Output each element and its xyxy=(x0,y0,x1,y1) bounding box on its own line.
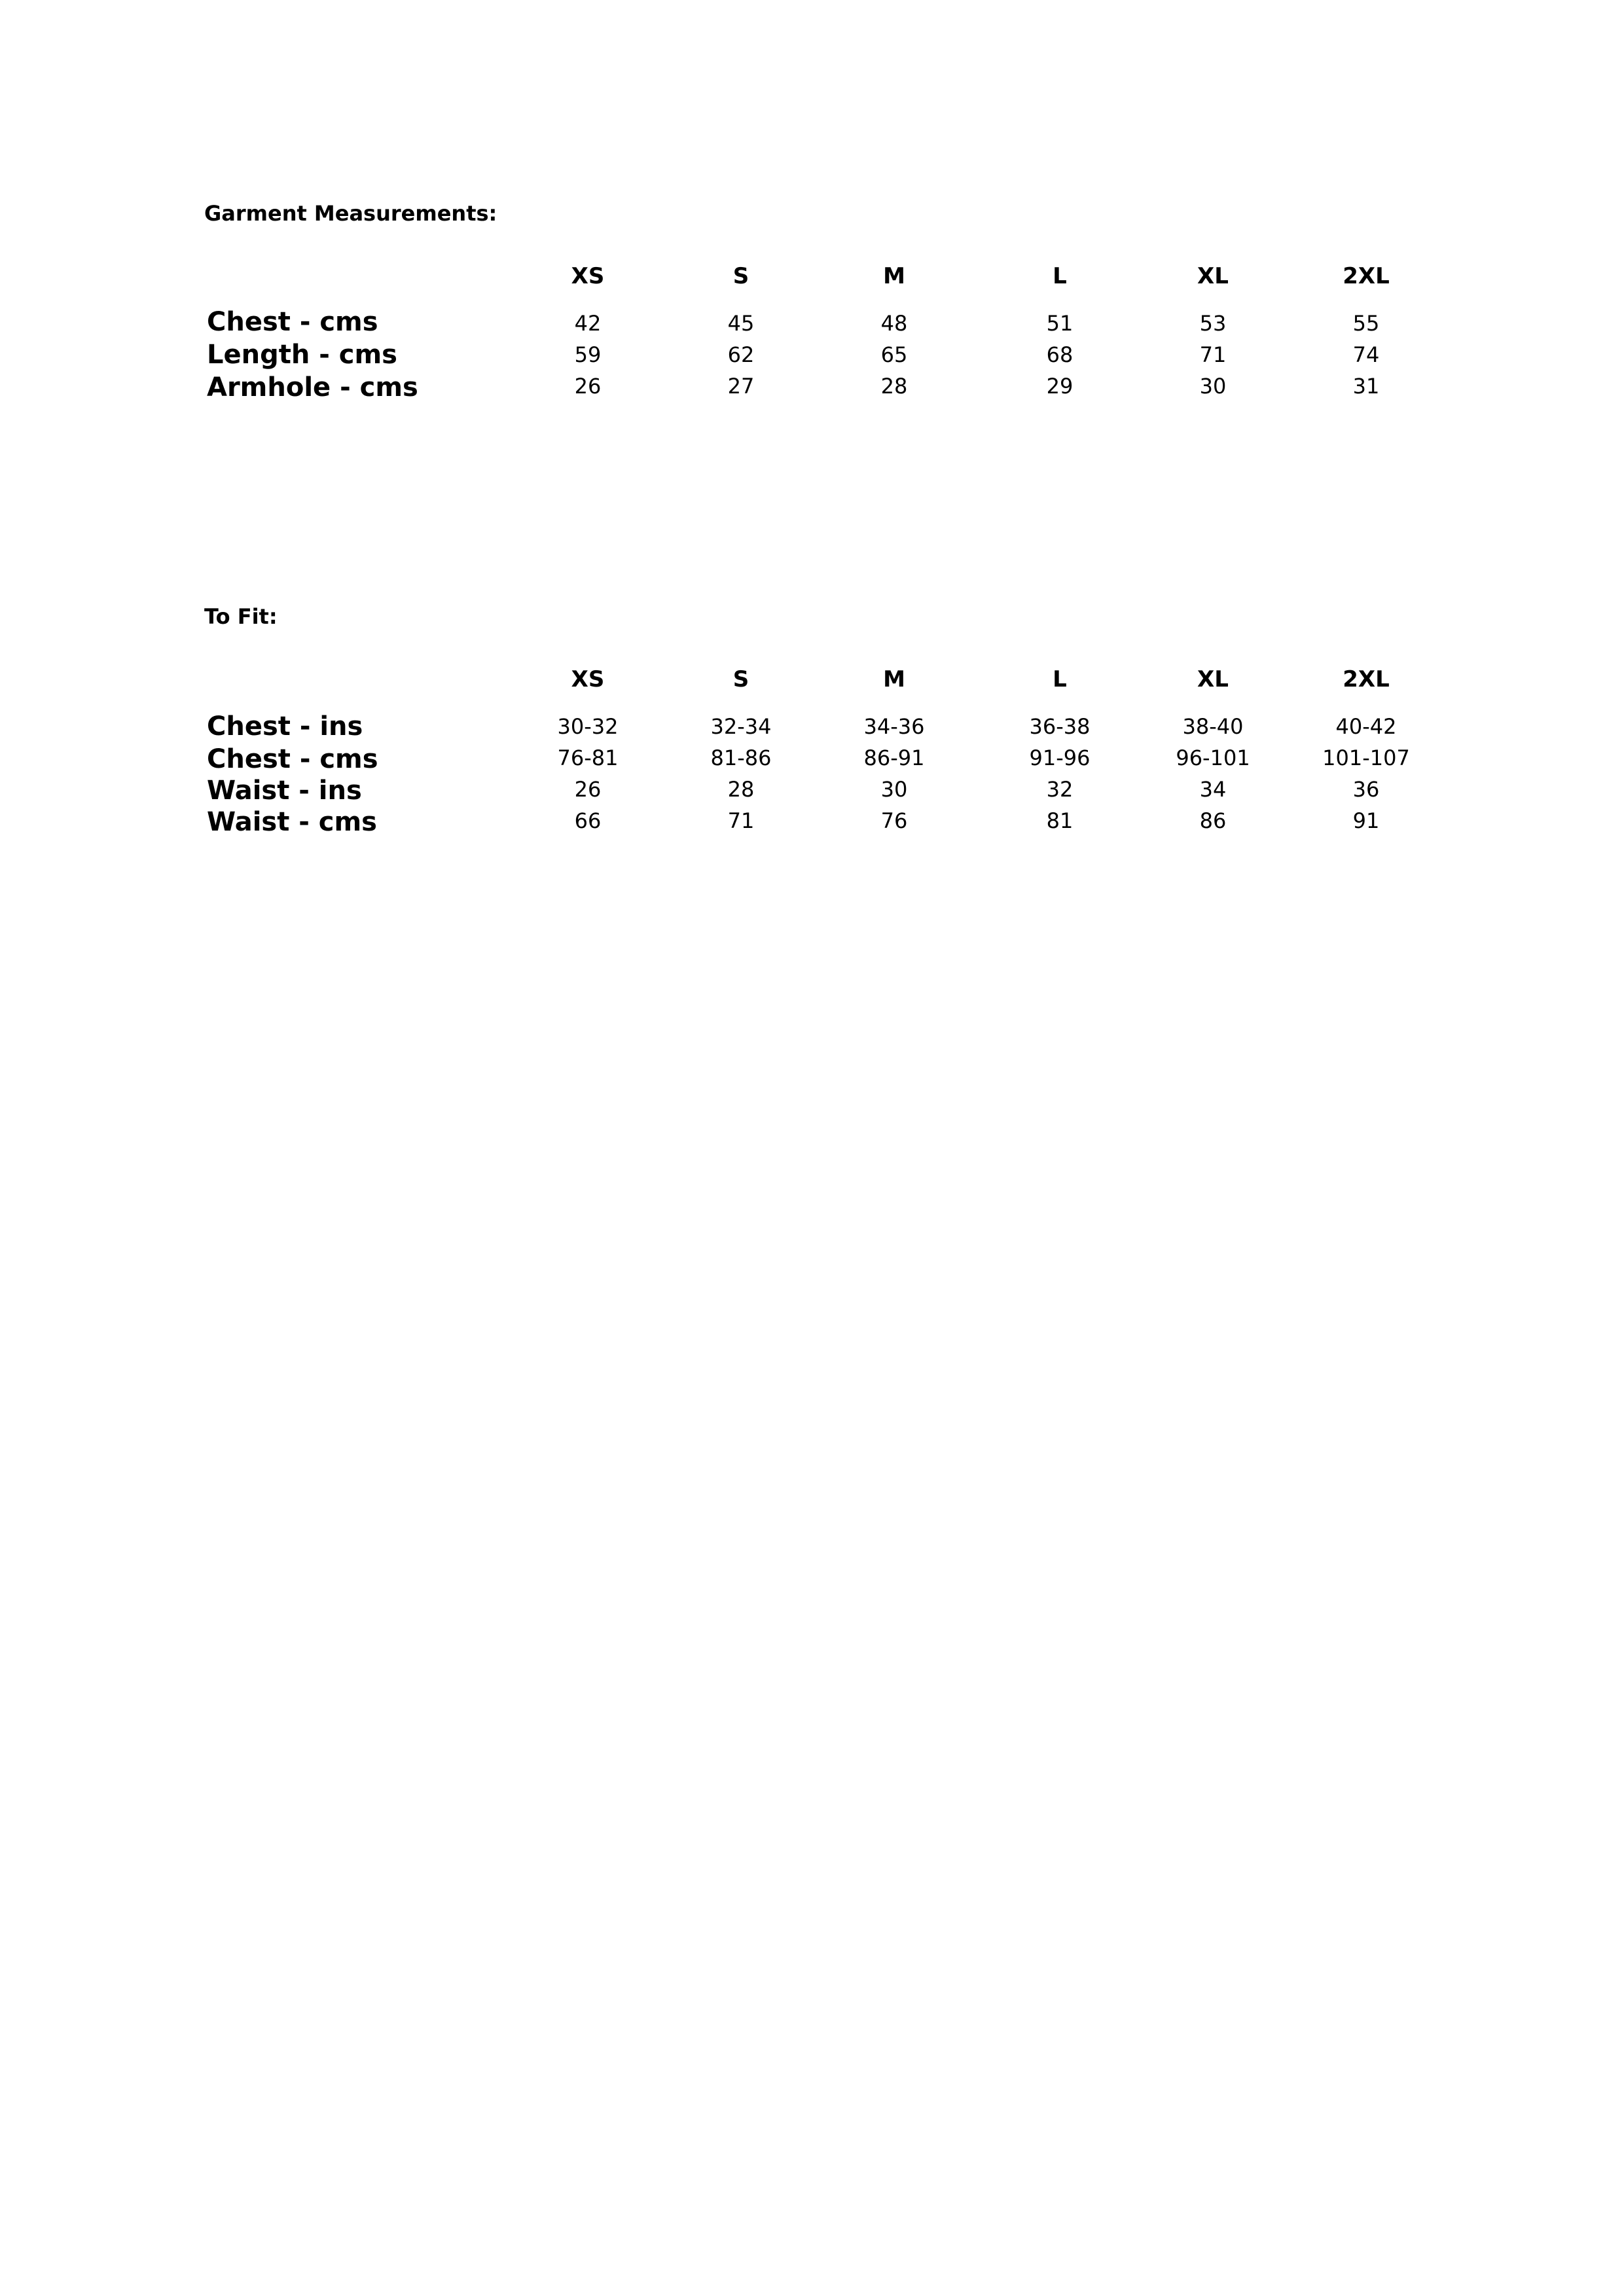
garment-cell: 59 xyxy=(574,342,602,367)
to-fit-cell: 28 xyxy=(727,777,755,802)
garment-cell: 45 xyxy=(727,311,755,336)
to-fit-cell: 76-81 xyxy=(557,745,619,770)
garment-size-header-xl: XL xyxy=(1197,263,1229,289)
garment-size-header-xs: XS xyxy=(571,263,605,289)
to-fit-cell: 34 xyxy=(1199,777,1227,802)
to-fit-cell: 32-34 xyxy=(710,714,772,739)
to-fit-cell: 96-101 xyxy=(1176,745,1250,770)
garment-measurements-title: Garment Measurements: xyxy=(204,201,497,226)
garment-row-label-armhole-cms: Armhole - cms xyxy=(207,372,418,403)
garment-cell: 29 xyxy=(1046,374,1074,399)
to-fit-cell: 30-32 xyxy=(557,714,619,739)
garment-cell: 31 xyxy=(1352,374,1380,399)
to-fit-size-header-m: M xyxy=(883,666,905,692)
garment-cell: 53 xyxy=(1199,311,1227,336)
garment-cell: 55 xyxy=(1352,311,1380,336)
to-fit-cell: 76 xyxy=(880,808,908,833)
garment-cell: 26 xyxy=(574,374,602,399)
to-fit-cell: 81-86 xyxy=(710,745,772,770)
to-fit-size-header-xl: XL xyxy=(1197,666,1229,692)
to-fit-row-label-waist-ins: Waist - ins xyxy=(207,776,362,806)
to-fit-size-header-2xl: 2XL xyxy=(1343,666,1390,692)
garment-cell: 51 xyxy=(1046,311,1074,336)
to-fit-cell: 86-91 xyxy=(863,745,925,770)
to-fit-cell: 36-38 xyxy=(1029,714,1091,739)
garment-cell: 74 xyxy=(1352,342,1380,367)
garment-cell: 65 xyxy=(880,342,908,367)
garment-cell: 48 xyxy=(880,311,908,336)
garment-size-header-m: M xyxy=(883,263,905,289)
to-fit-cell: 66 xyxy=(574,808,602,833)
to-fit-cell: 26 xyxy=(574,777,602,802)
to-fit-size-header-xs: XS xyxy=(571,666,605,692)
to-fit-cell: 91-96 xyxy=(1029,745,1091,770)
to-fit-cell: 34-36 xyxy=(863,714,925,739)
to-fit-cell: 81 xyxy=(1046,808,1074,833)
to-fit-cell: 40-42 xyxy=(1335,714,1397,739)
to-fit-cell: 32 xyxy=(1046,777,1074,802)
to-fit-row-label-chest-cms: Chest - cms xyxy=(207,744,378,774)
to-fit-cell: 71 xyxy=(727,808,755,833)
garment-cell: 62 xyxy=(727,342,755,367)
to-fit-cell: 30 xyxy=(880,777,908,802)
garment-cell: 27 xyxy=(727,374,755,399)
garment-size-header-l: L xyxy=(1053,263,1067,289)
garment-size-header-s: S xyxy=(732,263,749,289)
to-fit-row-label-chest-ins: Chest - ins xyxy=(207,711,363,742)
to-fit-cell: 91 xyxy=(1352,808,1380,833)
garment-cell: 68 xyxy=(1046,342,1074,367)
garment-row-label-chest-cms: Chest - cms xyxy=(207,307,378,337)
garment-size-header-2xl: 2XL xyxy=(1343,263,1390,289)
garment-cell: 30 xyxy=(1199,374,1227,399)
to-fit-size-header-l: L xyxy=(1053,666,1067,692)
garment-cell: 28 xyxy=(880,374,908,399)
to-fit-cell: 101-107 xyxy=(1322,745,1410,770)
to-fit-size-header-s: S xyxy=(732,666,749,692)
to-fit-row-label-waist-cms: Waist - cms xyxy=(207,807,377,837)
to-fit-title: To Fit: xyxy=(204,604,278,629)
garment-cell: 42 xyxy=(574,311,602,336)
garment-cell: 71 xyxy=(1199,342,1227,367)
garment-row-label-length-cms: Length - cms xyxy=(207,340,397,370)
to-fit-cell: 36 xyxy=(1352,777,1380,802)
to-fit-cell: 86 xyxy=(1199,808,1227,833)
to-fit-cell: 38-40 xyxy=(1182,714,1244,739)
